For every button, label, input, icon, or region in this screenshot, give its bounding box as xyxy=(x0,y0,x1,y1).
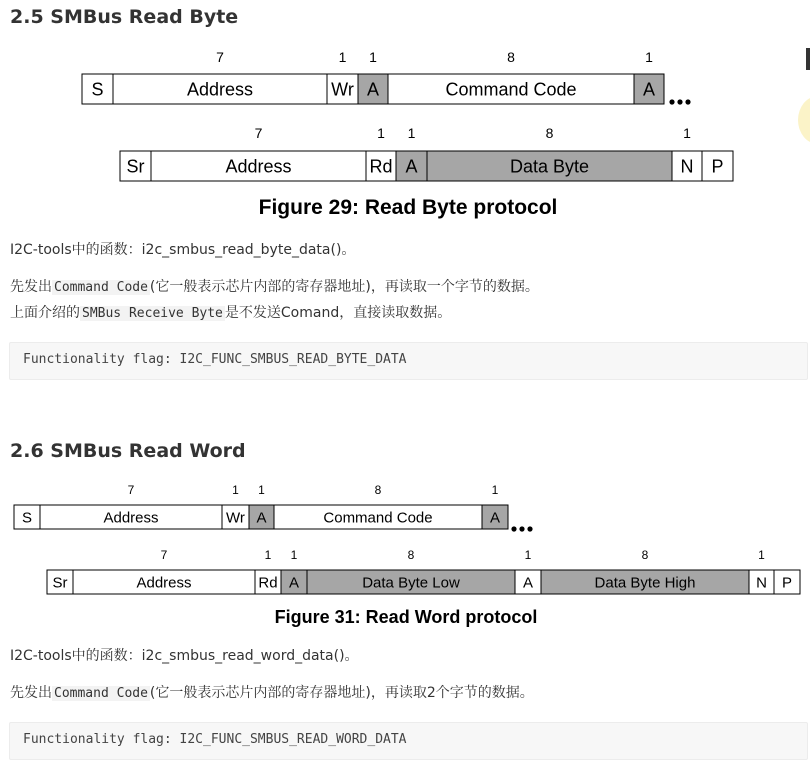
bit-count-label: 8 xyxy=(545,125,554,141)
api-function-line: I2C-tools中的函数：i2c_smbus_read_byte_data()。 xyxy=(10,242,356,258)
window-edge-handle xyxy=(806,48,810,70)
bit-count-label: 1 xyxy=(645,49,653,65)
field-label-sr: Sr xyxy=(126,156,145,177)
description-prefix: 先发出 xyxy=(10,685,52,701)
read-byte-protocol-diagram xyxy=(0,44,800,186)
note-suffix: 是不发送Comand，直接读取数据。 xyxy=(224,305,452,321)
continuation-dot xyxy=(677,99,682,104)
field-label-a: A xyxy=(256,509,267,527)
bit-count-label: 8 xyxy=(407,548,415,562)
inline-code-command-code: Command Code xyxy=(54,280,148,295)
field-label-data-byte: Data Byte xyxy=(509,156,590,177)
bit-count-label: 1 xyxy=(290,548,298,562)
bit-count-label: 8 xyxy=(641,548,649,562)
description-suffix: (它一般表示芯片内部的寄存器地址)，再读取一个字节的数据。 xyxy=(149,279,539,295)
description-suffix: (它一般表示芯片内部的寄存器地址)，再读取2个字节的数据。 xyxy=(149,685,534,701)
bit-count-label: 1 xyxy=(232,483,239,497)
continuation-dot xyxy=(527,526,532,531)
read-word-protocol-diagram xyxy=(0,478,806,600)
note-line xyxy=(10,303,451,324)
code-block-read-word[interactable] xyxy=(9,722,808,760)
bit-count-label: 1 xyxy=(491,483,499,497)
field-label-address: Address xyxy=(136,574,192,592)
continuation-dot xyxy=(519,526,524,531)
note-prefix: 上面介绍的 xyxy=(10,305,80,321)
bit-count-label: 7 xyxy=(127,483,135,497)
continuation-dot xyxy=(685,99,690,104)
bit-count-label: 1 xyxy=(338,49,347,65)
continuation-dot xyxy=(511,526,516,531)
field-label-s: S xyxy=(21,509,33,527)
description-line xyxy=(10,277,539,298)
bit-count-label: 1 xyxy=(407,125,416,141)
field-label-wr: Wr xyxy=(331,79,354,100)
continuation-dot xyxy=(669,99,674,104)
field-label-a: A xyxy=(489,509,501,527)
field-label-address: Address xyxy=(103,509,159,527)
bit-count-label: 1 xyxy=(683,125,691,141)
field-label-n: N xyxy=(680,156,694,177)
field-label-p: P xyxy=(781,574,793,592)
section-heading-read-word: 2.6 SMBus Read Word xyxy=(10,440,246,462)
bit-count-label: 1 xyxy=(264,548,272,562)
field-label-a: A xyxy=(642,79,656,100)
bit-count-label: 1 xyxy=(758,548,765,562)
code-text: Functionality flag: I2C_FUNC_SMBUS_READ_BYTE_DATA xyxy=(23,352,407,367)
section-heading-read-byte: 2.5 SMBus Read Byte xyxy=(10,6,239,28)
code-text: Functionality flag: I2C_FUNC_SMBUS_READ_WORD_DATA xyxy=(23,732,407,747)
code-block-read-byte[interactable] xyxy=(9,342,808,380)
field-label-p: P xyxy=(711,156,724,177)
bit-count-label: 1 xyxy=(377,125,385,141)
field-label-command-code: Command Code xyxy=(445,79,577,100)
field-label-a: A xyxy=(366,79,380,100)
bit-count-label: 7 xyxy=(216,49,224,65)
bit-count-label: 1 xyxy=(369,49,377,65)
inline-code-command-code: Command Code xyxy=(54,686,148,701)
inline-code-receive-byte: SMBus Receive Byte xyxy=(82,306,223,321)
field-label-address: Address xyxy=(225,156,292,177)
figure-caption-read-byte: Figure 29: Read Byte protocol xyxy=(258,196,558,219)
bit-count-label: 8 xyxy=(374,483,382,497)
field-label-wr: Wr xyxy=(226,509,245,527)
field-label-s: S xyxy=(91,79,104,100)
field-label-a: A xyxy=(288,574,300,592)
bit-count-label: 7 xyxy=(254,125,263,141)
field-label-a: A xyxy=(405,156,418,177)
figure-caption-read-word: Figure 31: Read Word protocol xyxy=(274,607,538,627)
field-label-data-byte-low: Data Byte Low xyxy=(362,574,460,592)
description-prefix: 先发出 xyxy=(10,279,52,295)
field-label-n: N xyxy=(756,574,767,592)
field-label-sr: Sr xyxy=(52,574,68,592)
bit-count-label: 1 xyxy=(524,548,532,562)
field-label-command-code: Command Code xyxy=(323,509,433,527)
description-line xyxy=(10,683,534,704)
field-label-address: Address xyxy=(186,79,254,100)
bit-count-label: 1 xyxy=(258,483,265,497)
field-label-data-byte-high: Data Byte High xyxy=(594,574,696,592)
field-label-rd: Rd xyxy=(258,574,278,592)
field-label-a: A xyxy=(522,574,534,592)
field-label-rd: Rd xyxy=(369,156,393,177)
bit-count-label: 8 xyxy=(507,49,515,65)
bit-count-label: 7 xyxy=(160,548,168,562)
api-function-line: I2C-tools中的函数：i2c_smbus_read_word_data()。 xyxy=(10,648,359,664)
